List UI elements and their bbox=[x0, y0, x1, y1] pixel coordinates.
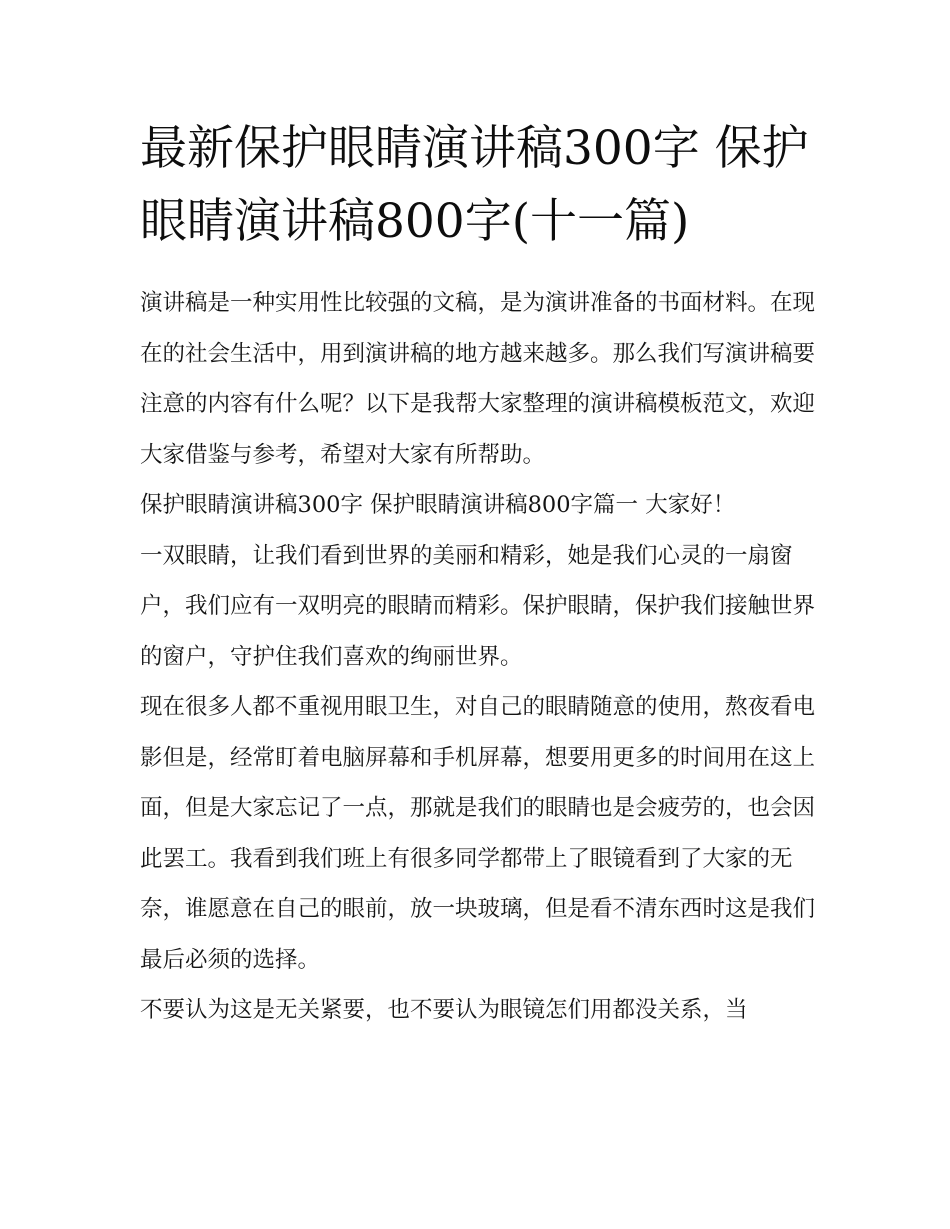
document-body bbox=[140, 278, 815, 1036]
paragraph-eye-hygiene: 现在很多人都不重视用眼卫生，对自己的眼睛随意的使用，熬夜看电影但是，经常盯着电脑屏幕和手机屏幕，想要用更多的时间用在这上面，但是大家忘记了一点，那就是我们的眼睛也是会疲劳的，也会因此罢工。我看到我们班上有很多同学都带上了眼镜看到了大家的无奈，谁愿意在自己的眼前，放一块玻璃，但是看不清东西时这是我们最后必须的选择。 bbox=[140, 694, 816, 973]
paragraph-eyes-window: 一双眼睛，让我们看到世界的美丽和精彩，她是我们心灵的一扇窗户，我们应有一双明亮的眼睛而精彩。保护眼睛，保护我们接触世界的窗户，守护住我们喜欢的绚丽世界。 bbox=[140, 542, 816, 670]
paragraph-heading-1: 保护眼睛演讲稿300字 保护眼睛演讲稿800字篇一 大家好！ bbox=[140, 492, 736, 518]
paragraph-intro: 演讲稿是一种实用性比较强的文稿，是为演讲准备的书面材料。在现在的社会生活中，用到演讲稿的地方越来越多。那么我们写演讲稿要注意的内容有什么呢？以下是我帮大家整理的演讲稿模板范文，欢迎大家借鉴与参考，希望对大家有所帮助。 bbox=[140, 290, 816, 468]
paragraph-glasses: 不要认为这是无关紧要，也不要认为眼镜怎们用都没关系，当 bbox=[140, 997, 748, 1023]
document-title: 最新保护眼睛演讲稿300字 保护眼睛演讲稿800字(十一篇) bbox=[140, 121, 809, 249]
